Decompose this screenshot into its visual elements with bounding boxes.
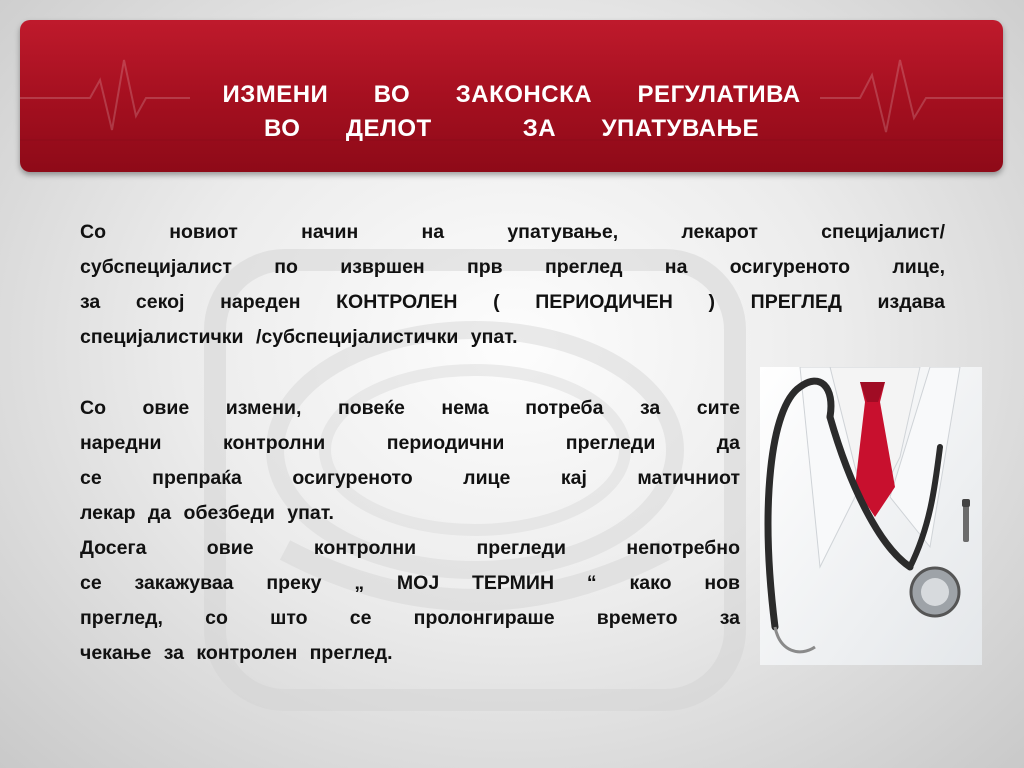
paragraph-changes-effect (80, 391, 740, 671)
text-line: чекање за контролен преглед. (80, 642, 393, 664)
text-line: Со новиот начин на упатување, лекарот специјалист/ (80, 221, 945, 243)
text-line: наредни контролни периодични прегледи да (80, 432, 740, 454)
page-title (20, 78, 1003, 146)
text-line: се препраќа осигуреното лице кај матичниот (80, 467, 740, 489)
text-line: Со овие измени, повеќе нема потреба за сите (80, 397, 740, 419)
text-line: Досега овие контролни прегледи непотребно (80, 537, 740, 559)
paragraph-referral-change (80, 215, 945, 355)
text-line: субспецијалист по извршен прв преглед на осигуреното лице, (80, 256, 945, 278)
text-line: лекар да обезбеди упат. (80, 502, 334, 524)
title-line-1: ИЗМЕНИ ВО ЗАКОНСКА РЕГУЛАТИВА (222, 81, 801, 108)
text-line: се закажуваа преку „ МОЈ ТЕРМИН “ како нов (80, 572, 740, 594)
header-banner (20, 20, 1003, 172)
text-line: за секој нареден КОНТРОЛЕН ( ПЕРИОДИЧЕН ) ПРЕГЛЕД издава (80, 291, 945, 313)
text-line: специјалистички /субспецијалистички упат. (80, 326, 518, 348)
text-line: преглед, со што се пролонгираше времето за (80, 607, 740, 629)
doctor-photo (760, 367, 982, 665)
title-line-2: ВО ДЕЛОТ ЗА УПАТУВАЊЕ (264, 115, 759, 142)
